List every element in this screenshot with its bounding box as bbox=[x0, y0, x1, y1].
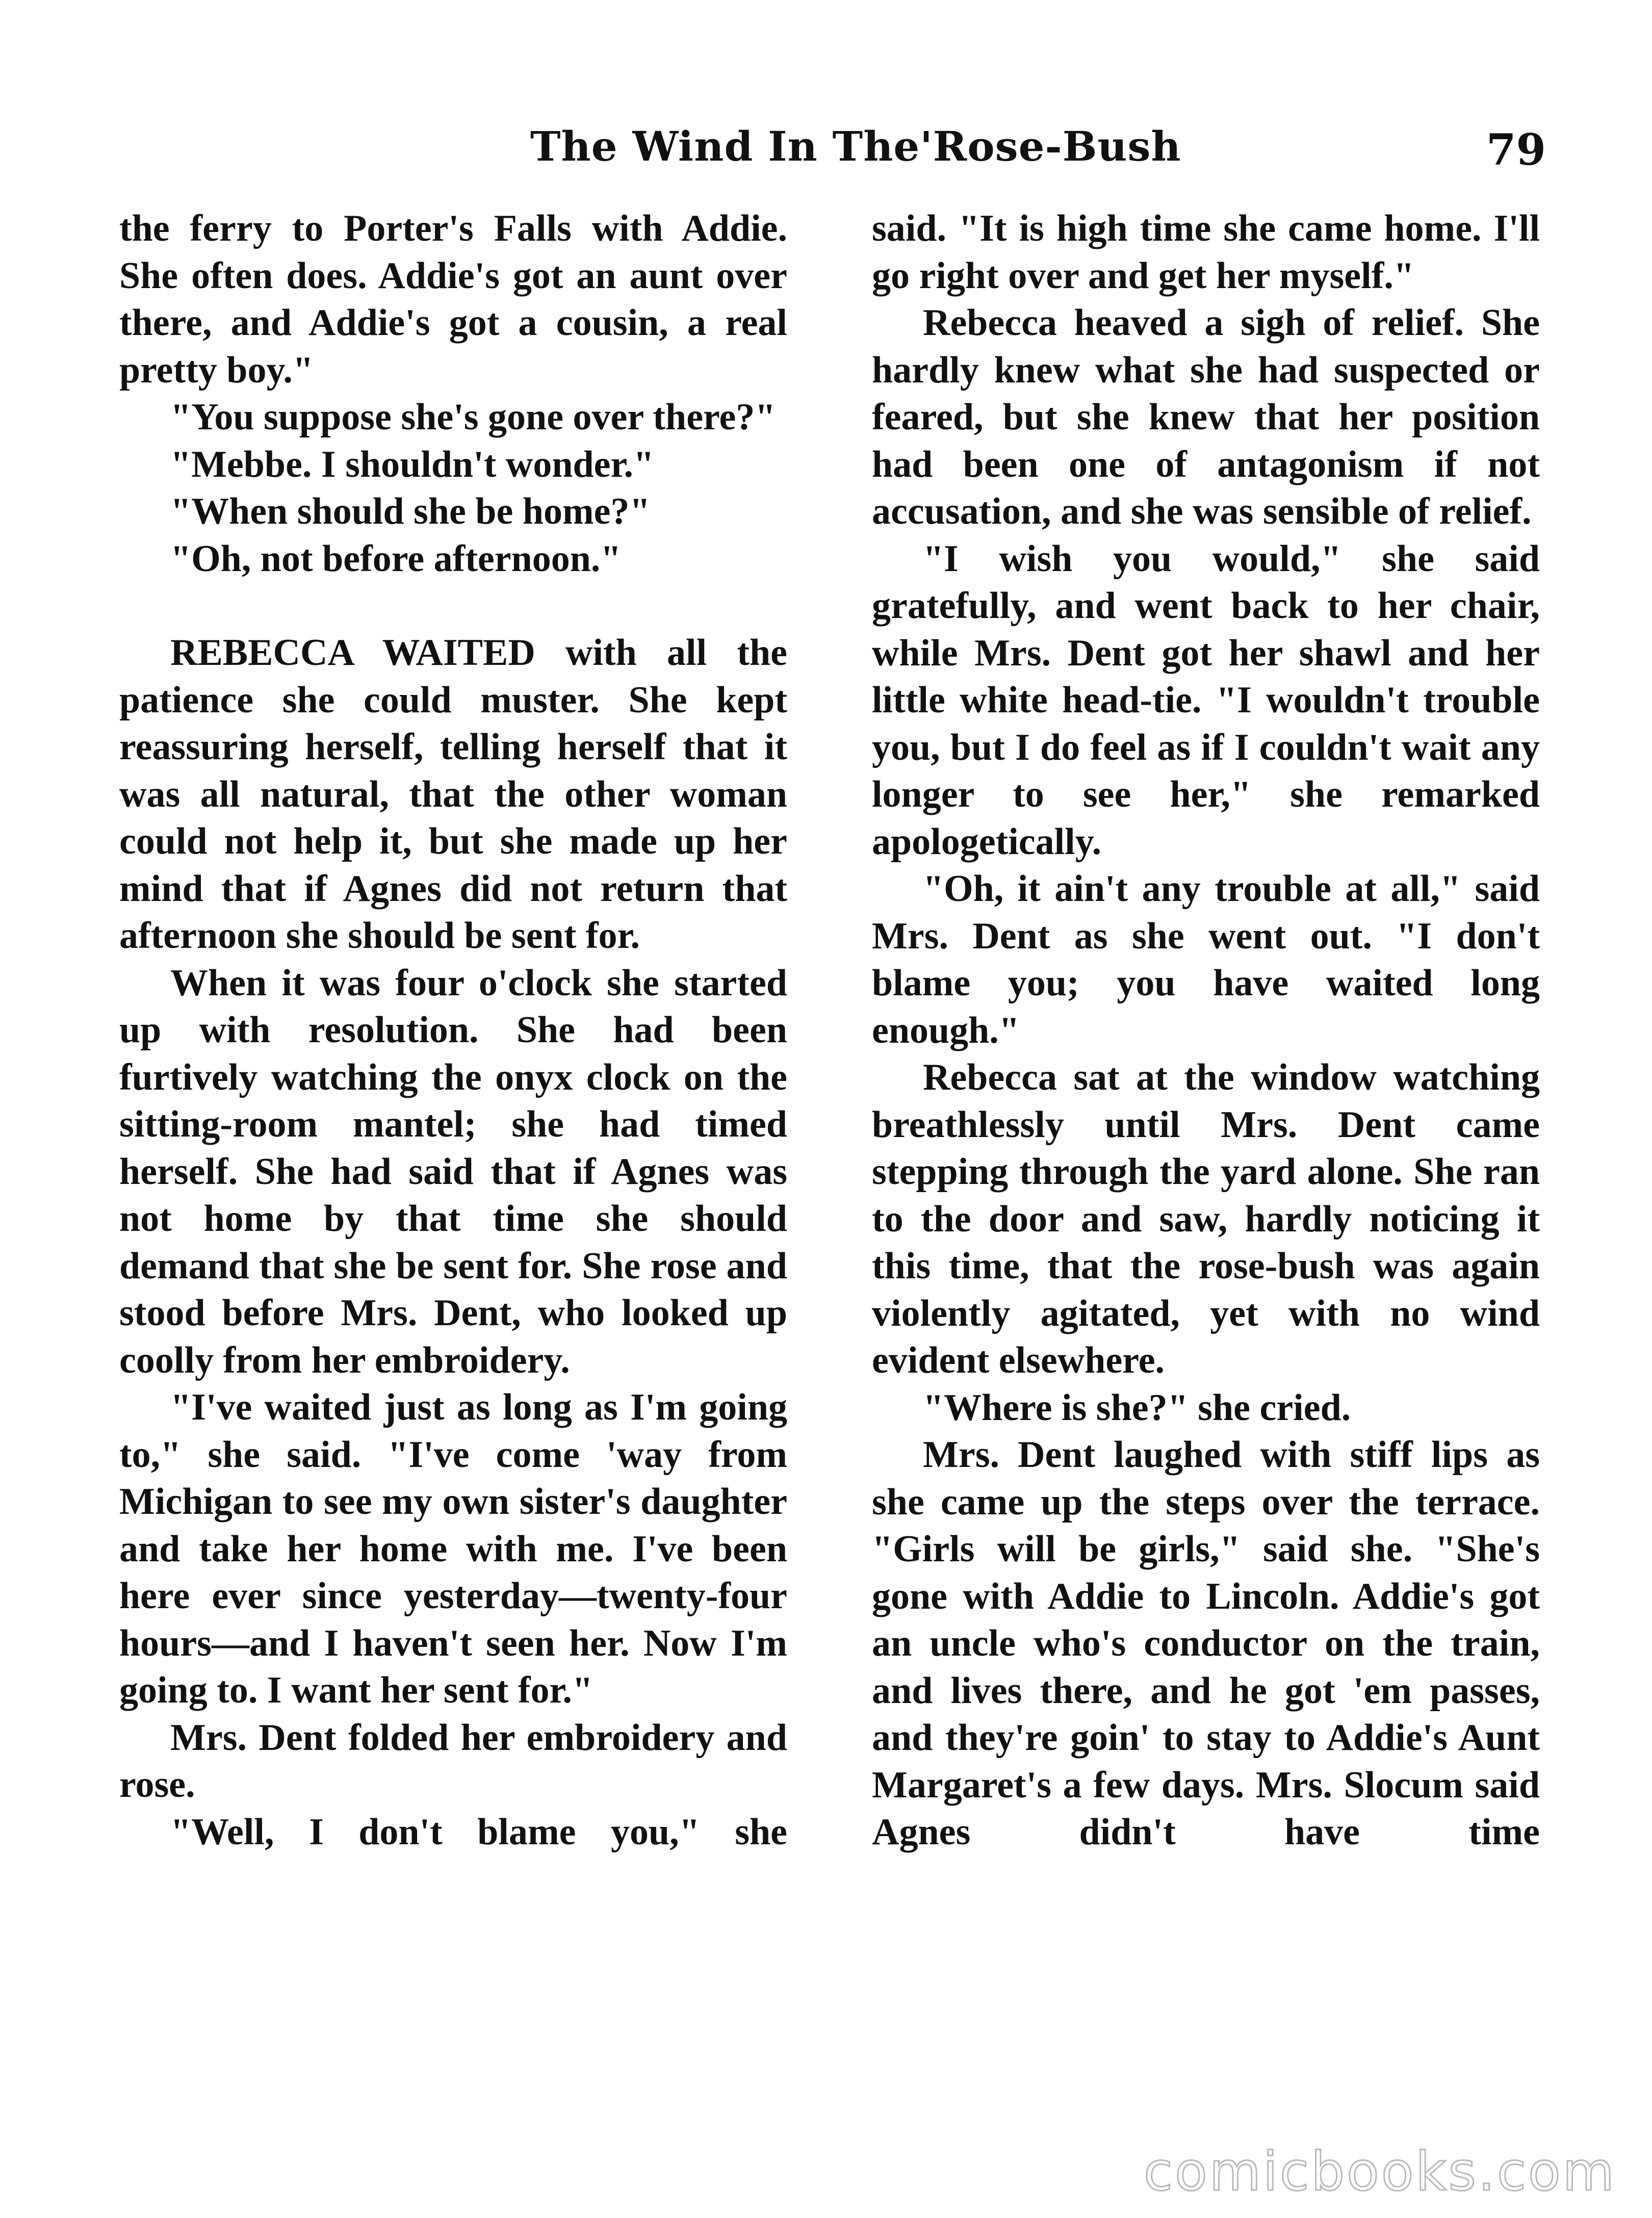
paragraph: "Oh, it ain't any trouble at all," said Mrs. Dent as she went out. "I don't blame you; you have waited long enough." bbox=[872, 868, 1540, 1051]
section-opening-paragraph: REBECCA WAITED with all the patience she could muster. She kept reassuring herself, telling herself that it was all natural, that the other woman could not help it, but she made up her mind that if Agnes did not return that afternoon she should be sent for. bbox=[119, 632, 787, 957]
watermark: comicbooks.com bbox=[1143, 2140, 1616, 2203]
paragraph: "I've waited just as long as I'm going to," she said. "I've come 'way from Michigan to see my own sister's daughter and take her home with me. I've been here ever since yesterday—twenty-four hours—and I haven't seen her. Now I'm going to. I want her sent for." bbox=[119, 1386, 787, 1711]
paragraph: "When should she be home?" bbox=[170, 491, 651, 532]
paragraph: the ferry to Porter's Falls with Addie. She often does. Addie's got an aunt over there, and Addie's got a cousin, a real pretty boy." bbox=[119, 208, 787, 391]
paragraph: "Oh, not before afternoon." bbox=[170, 537, 622, 580]
paragraph: Mrs. Dent laughed with stiff lips as she came up the steps over the terrace. "Girls will be girls," said she. "She's gone with Addie to Lincoln. Addie's got an uncle who's conductor on the train, and lives there, and he got 'em passes, and they're goin' to stay to Addie's Aunt Margaret's a few days. Mrs. Slocum said Agnes didn't have time bbox=[872, 1434, 1540, 1853]
paragraph: "Mebbe. I shouldn't wonder." bbox=[170, 443, 655, 485]
paragraph: When it was four o'clock she started up with resolution. She had been furtively watching the onyx clock on the sitting-room mantel; she had timed herself. She had said that if Agnes was not home by that time she should demand that she be sent for. She rose and stood before Mrs. Dent, who looked up coolly from her embroidery. bbox=[119, 962, 787, 1381]
paragraph: said. "It is high time she came home. I'll go right over and get her myself." bbox=[872, 208, 1540, 297]
paragraph: "I wish you would," she said gratefully, and went back to her chair, while Mrs. Dent got her shawl and her little white head-tie. "I wouldn't trouble you, but I do feel as if I couldn't wait any longer to see her," she remarked apologetically. bbox=[872, 537, 1540, 863]
page-number: 79 bbox=[1486, 124, 1546, 175]
paragraph: Mrs. Dent folded her embroidery and rose. bbox=[119, 1716, 787, 1806]
right-text-column bbox=[872, 205, 1540, 1856]
paragraph: Rebecca sat at the window watching breathlessly until Mrs. Dent came stepping through the yard alone. She ran to the door and saw, hardly noticing it this time, that the rose-bush was again violently agitated, yet with no wind evident elsewhere. bbox=[872, 1056, 1540, 1381]
left-text-column bbox=[119, 205, 787, 1855]
paragraph: "Well, I don't blame you," she bbox=[170, 1811, 787, 1853]
running-head-title: The Wind In The'Rose-Bush bbox=[530, 122, 1181, 170]
paragraph: Rebecca heaved a sigh of relief. She hardly knew what she had suspected or feared, but she knew that her position had been one of antagonism if not accusation, and she was sensible of relief. bbox=[872, 302, 1540, 532]
paragraph: "You suppose she's gone over there?" bbox=[170, 396, 776, 438]
paragraph: "Where is she?" she cried. bbox=[923, 1386, 1351, 1429]
